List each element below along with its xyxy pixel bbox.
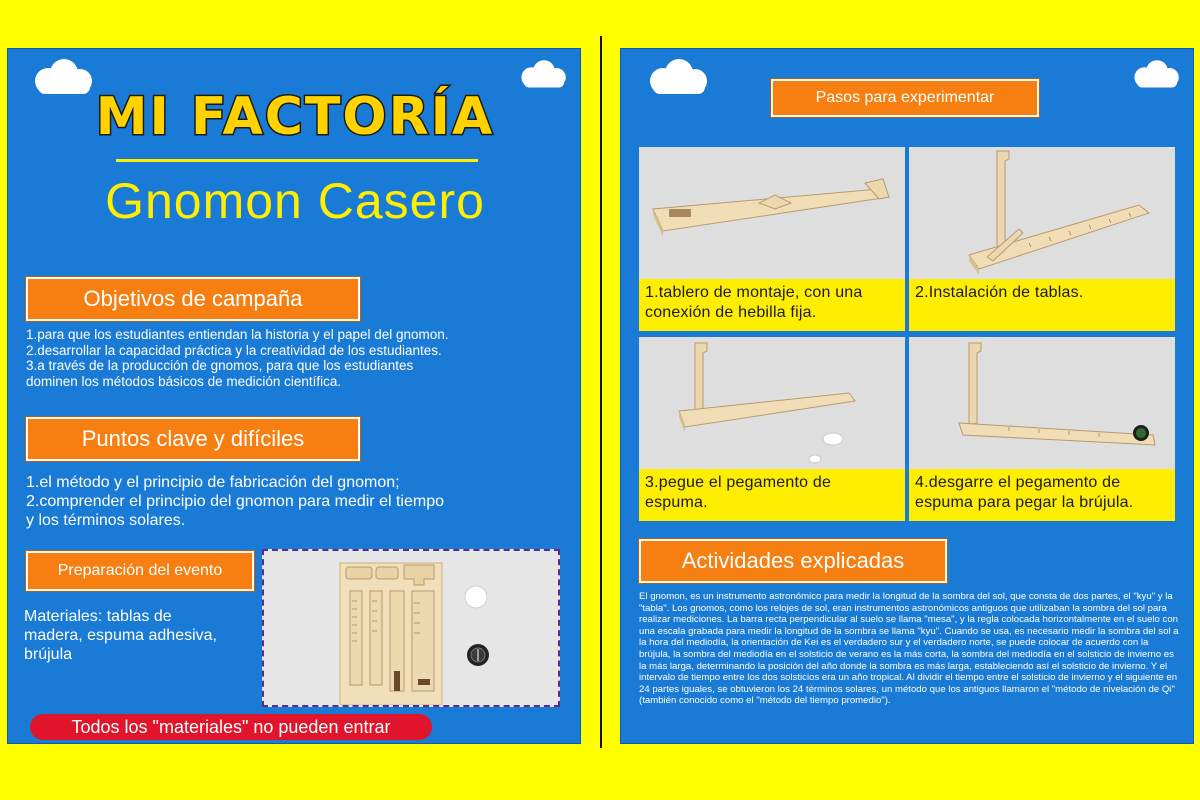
step-1-caption-line: conexión de hebilla fija.	[645, 304, 817, 321]
step-2-caption-line: 2.Instalación de tablas.	[915, 284, 1084, 301]
objectives-label-text: Objetivos de campaña	[83, 286, 303, 311]
step-1-caption-line: 1.tablero de montaje, con una	[645, 284, 863, 301]
preparation-line: brújula	[24, 646, 73, 663]
objectives-line: 1.para que los estudiantes entiendan la historia y el papel del gnomon.	[26, 327, 449, 342]
step-2-caption	[909, 279, 1175, 331]
key-points-text	[26, 473, 566, 530]
step-3-illustration	[639, 337, 905, 469]
objectives-line: dominen los métodos básicos de medición científica.	[26, 373, 342, 389]
right-panel	[620, 48, 1194, 744]
preparation-line: madera, espuma adhesiva,	[24, 627, 217, 644]
step-3-caption-line: 3.pegue el pegamento de	[645, 474, 832, 491]
objectives-line: 2.desarrollar la capacidad práctica y la creatividad de los estudiantes.	[26, 342, 442, 358]
step-4-caption	[909, 469, 1175, 521]
activities-label	[639, 539, 947, 583]
preparation-label	[26, 551, 254, 591]
key-points-label	[26, 417, 360, 461]
step-3-caption-line: espuma.	[645, 494, 708, 511]
step-2-photo	[909, 147, 1175, 279]
preparation-label-text: Preparación del evento	[57, 562, 223, 579]
wood-kit-illustration	[264, 551, 558, 705]
step-3-photo	[639, 337, 905, 469]
objectives-line: 3.a través de la producción de gnomos, para que los estudiantes	[26, 358, 414, 373]
key-points-line: 1.el método y el principio de fabricación del gnomon;	[26, 474, 400, 491]
left-panel	[7, 48, 581, 744]
key-points-line: y los términos solares.	[26, 512, 186, 529]
activities-label-text: Actividades explicadas	[681, 548, 905, 573]
activities-paragraph: El gnomon, es un instrumento astronómico para medir la longitud de la sombra del sol, que consta de dos partes, el "kyu" y la "tabla". Los gnomos, como los relojes de sol, eran instrumentos astronómicos antiguos que utilizaban la sombra del sol para realizar mediciones. La barra recta perpendicular al suelo se llama "mesa", y la regla colocada horizontalmente en el suelo con una escala grabada para medir la longitud de la sombra se llama "kyu". Cuando se usa, es necesario medir la sombra del sol a la hora del mediodía, la orientación de Kei es el verdadero sur y el verdadero norte, se puede colocar de acuerdo con la brújula, la sombra del mediodía en el solsticio de verano es la más corta, la sombra del mediodía en el solsticio de invierno es la más larga, determinando la posición del año donde la sombra es más larga, estableciendo así el solsticio de invierno. Y el intervalo de tiempo entre los dos solsticios era un año tropical. Al dividir el tiempo entre el solsticio de invierno y el siguiente en 24 partes iguales, se obtuvieron los 24 términos solares, un método que los antiguos llamaron el "método de nivelación de Qi"(también conocido como el "método del tiempo promedio").	[639, 591, 1179, 707]
key-points-line: 2.comprender el principio del gnomon para medir el tiempo	[26, 493, 444, 510]
center-divider	[600, 36, 602, 748]
step-3-caption	[639, 469, 905, 521]
cloud-icon	[1129, 59, 1185, 91]
materials-warning-badge: Todos los "materiales" no pueden entrar	[30, 714, 432, 740]
step-1-caption	[639, 279, 905, 331]
step-4-photo	[909, 337, 1175, 469]
step-1-illustration	[639, 147, 905, 279]
preparation-line: Materiales: tablas de	[24, 608, 172, 625]
step-4-caption-line: 4.desgarre el pegamento de	[915, 474, 1121, 491]
objectives-text	[26, 327, 566, 389]
step-4-caption-line: espuma para pegar la brújula.	[915, 494, 1134, 511]
step-1-photo	[639, 147, 905, 279]
materials-photo	[262, 549, 560, 707]
page-title: Gnomon Casero	[105, 173, 485, 229]
cloud-icon	[643, 59, 715, 97]
preparation-text	[24, 607, 256, 664]
step-4-illustration	[909, 337, 1175, 469]
step-2-illustration	[909, 147, 1175, 279]
steps-label-text: Pasos para experimentar	[815, 89, 995, 106]
brand-logo-text: MI FACTORÍA	[95, 87, 495, 147]
title-underline	[116, 159, 478, 162]
steps-label	[771, 79, 1039, 117]
objectives-label	[26, 277, 360, 321]
key-points-label-text: Puntos clave y difíciles	[81, 426, 305, 451]
